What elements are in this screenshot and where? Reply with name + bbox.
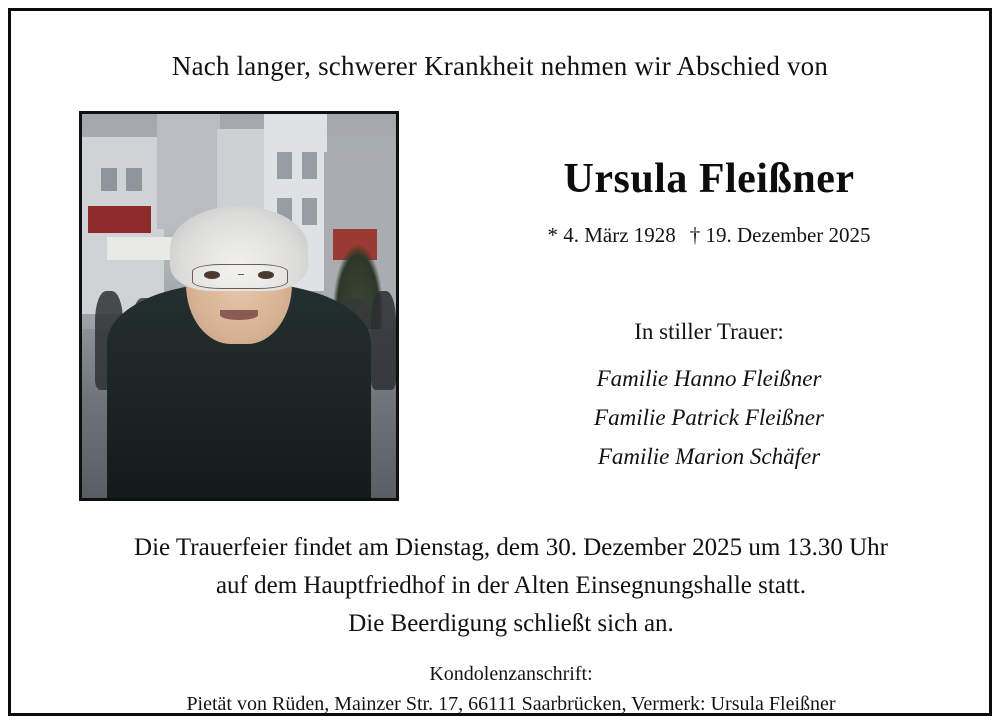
condolence-address: Pietät von Rüden, Mainzer Str. 17, 66111 Saarbrücken, Vermerk: Ursula Fleißner xyxy=(186,693,836,715)
ceremony-line: Die Trauerfeier findet am Dienstag, dem 30. Dezember 2025 um 13.30 Uhr xyxy=(134,534,888,561)
death-date: † 19. Dezember 2025 xyxy=(689,223,871,247)
portrait-photo-frame xyxy=(79,111,399,501)
life-dates xyxy=(431,223,987,248)
headline-text: Nach langer, schwerer Krankheit nehmen wir Abschied von xyxy=(171,51,829,81)
portrait-photo xyxy=(82,114,396,498)
building-window xyxy=(277,152,293,179)
building-window xyxy=(302,198,318,225)
building-window xyxy=(302,152,318,179)
condolence-block xyxy=(41,659,981,719)
ceremony-line: auf dem Hauptfriedhof in der Alten Einsegnungshalle statt. xyxy=(215,572,807,599)
portrait-eye xyxy=(258,271,274,279)
street-sign xyxy=(88,206,151,233)
background-person xyxy=(371,291,396,391)
building-window xyxy=(101,168,117,191)
notice-content xyxy=(11,11,989,713)
ceremony-details xyxy=(41,529,981,643)
deceased-name: Ursula Fleißner xyxy=(563,156,855,202)
notice-border xyxy=(8,8,992,716)
birth-date: * 4. März 1928 xyxy=(547,223,676,247)
mourning-title: In stiller Trauer: xyxy=(634,319,784,344)
family-entry: Familie Patrick Fleißner xyxy=(594,405,824,430)
family-entry: Familie Hanno Fleißner xyxy=(596,366,822,391)
family-list xyxy=(431,359,987,476)
ceremony-line: Die Beerdigung schließt sich an. xyxy=(348,610,674,637)
condolence-title: Kondolenzanschrift: xyxy=(429,663,593,685)
portrait-mouth xyxy=(220,310,258,320)
family-entry: Familie Marion Schäfer xyxy=(597,444,821,469)
building-window xyxy=(126,168,142,191)
